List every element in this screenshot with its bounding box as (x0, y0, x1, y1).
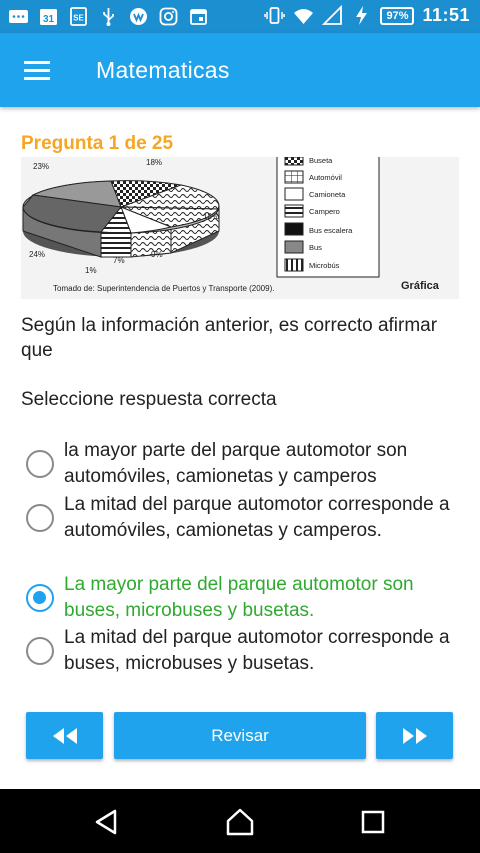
pie-label-7: 7% (113, 256, 125, 265)
calendar-icon (38, 6, 59, 27)
answer-option-text: La mitad del parque automotor corresponde a automóviles, camionetas y camperos. (64, 494, 450, 541)
question-figure (21, 157, 459, 299)
question-counter: Pregunta 1 de 25 (21, 133, 174, 154)
system-icons (264, 5, 470, 26)
question-text: Según la información anterior, es correcto afirmar que (21, 315, 438, 361)
review-button[interactable]: Revisar (114, 712, 366, 759)
next-question-button[interactable] (376, 712, 453, 759)
pie-label-18b: 18% (203, 212, 220, 221)
legend-item: Automóvil (309, 173, 342, 182)
status-bar (0, 0, 480, 33)
signal-icon (322, 5, 343, 26)
fast-forward-icon (402, 728, 428, 744)
back-icon[interactable] (90, 805, 124, 839)
messages-icon (8, 6, 29, 27)
recents-icon[interactable] (356, 805, 390, 839)
app-title: Matematicas (96, 57, 230, 83)
figure-caption: Gráfica (401, 280, 439, 292)
legend-item: Bus (309, 243, 322, 252)
legend-item: Campero (309, 207, 340, 216)
wifi-icon (293, 5, 314, 26)
legend-item: Camioneta (309, 190, 346, 199)
radio-button-selected[interactable] (26, 584, 54, 612)
pie-label-1: 1% (85, 266, 97, 275)
pie-label-9: 9% (151, 250, 163, 259)
sheets-icon (68, 6, 89, 27)
radio-button[interactable] (26, 450, 54, 478)
battery-indicator: 97 % (380, 7, 414, 25)
notification-icons (8, 6, 209, 27)
vibrate-icon (264, 5, 285, 26)
answer-option-text: La mitad del parque automotor corresponde a buses, microbuses y busetas. (64, 627, 450, 674)
answer-option-text: la mayor parte del parque automotor son automóviles, camionetas y camperos (64, 440, 408, 487)
usb-icon (98, 6, 119, 27)
legend-item: Bus escalera (309, 226, 353, 235)
clock: 11:51 (422, 5, 470, 25)
answer-option-4[interactable] (26, 625, 466, 676)
navigation-bar (0, 789, 480, 853)
radio-button[interactable] (26, 637, 54, 665)
instagram-icon (158, 6, 179, 27)
pie-label-23: 23% (33, 162, 50, 171)
battery-level: 97 (386, 9, 399, 22)
answer-prompt: Seleccione respuesta correcta (21, 389, 277, 410)
svg-text:SE: SE (73, 13, 84, 23)
pie-label-18a: 18% (146, 158, 163, 167)
calendar-small-icon (188, 6, 209, 27)
figure-source: Tomado de: Superintendencia de Puertos y Transporte (2009). (53, 284, 275, 293)
calendar-day: 31 (42, 14, 55, 25)
app-bar (0, 33, 480, 107)
rewind-icon (52, 728, 78, 744)
legend-item: Buseta (309, 157, 333, 165)
charging-icon (351, 5, 372, 26)
previous-question-button[interactable] (26, 712, 103, 759)
answer-option-1[interactable] (26, 438, 466, 489)
home-icon[interactable] (223, 805, 257, 839)
answer-option-text: La mayor parte del parque automotor son buses, microbuses y busetas. (64, 574, 414, 621)
answer-option-3[interactable] (26, 572, 466, 623)
radio-button[interactable] (26, 504, 54, 532)
answer-option-2[interactable] (26, 492, 466, 543)
legend-item: Microbús (309, 261, 340, 270)
app-icon (128, 6, 149, 27)
pie-label-24: 24% (29, 250, 46, 259)
menu-icon[interactable] (20, 55, 54, 85)
